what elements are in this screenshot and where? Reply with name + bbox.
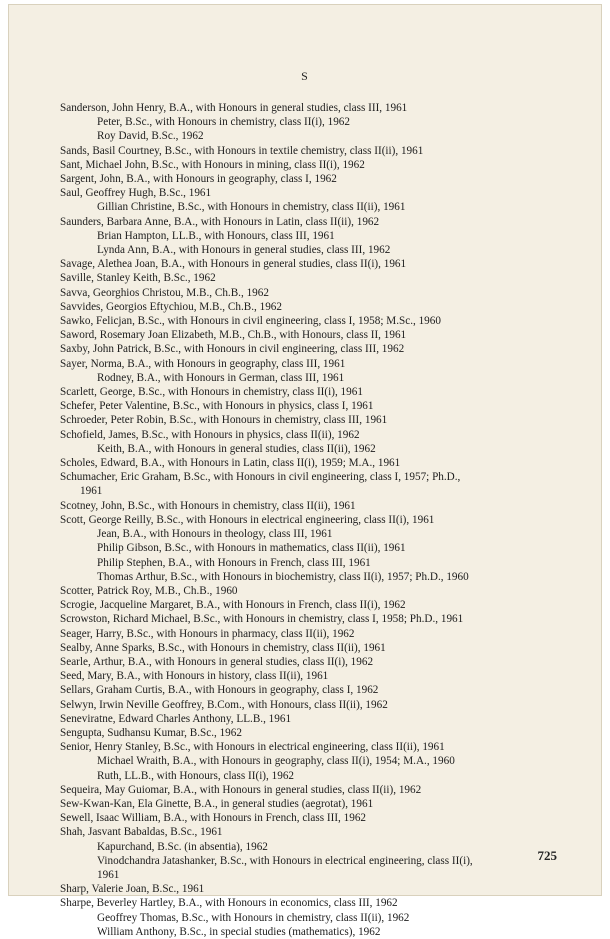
list-item: Sealby, Anne Sparks, B.Sc., with Honours in chemistry, class II(ii), 1961 bbox=[60, 641, 386, 654]
list-item: Jean, B.A., with Honours in theology, class III, 1961 bbox=[97, 528, 333, 541]
list-item: Schofield, James, B.Sc., with Honours in physics, class II(ii), 1962 bbox=[60, 428, 360, 441]
list-item: Sewell, Isaac William, B.A., with Honours in French, class III, 1962 bbox=[60, 812, 367, 825]
list-item: Sellars, Graham Curtis, B.A., with Honours in geography, class I, 1962 bbox=[60, 684, 379, 697]
list-item: William Anthony, B.Sc., in special studies (mathematics), 1962 bbox=[97, 925, 381, 938]
list-item: Saxby, John Patrick, B.Sc., with Honours in civil engineering, class III, 1962 bbox=[60, 343, 405, 356]
list-item: Savvides, Georgios Eftychiou, M.B., Ch.B., 1962 bbox=[60, 300, 282, 313]
list-item: Philip Gibson, B.Sc., with Honours in mathematics, class II(ii), 1961 bbox=[97, 542, 406, 555]
list-item: Kapurchand, B.Sc. (in absentia), 1962 bbox=[97, 840, 268, 853]
list-item: Sargent, John, B.A., with Honours in geography, class I, 1962 bbox=[60, 173, 337, 186]
list-item: Geoffrey Thomas, B.Sc., with Honours in chemistry, class II(ii), 1962 bbox=[97, 911, 410, 924]
list-item: Sands, Basil Courtney, B.Sc., with Honours in textile chemistry, class II(ii), 1961 bbox=[60, 144, 424, 157]
list-item: Scotney, John, B.Sc., with Honours in chemistry, class II(ii), 1961 bbox=[60, 499, 356, 512]
list-item: Shah, Jasvant Babaldas, B.Sc., 1961 bbox=[60, 826, 223, 839]
list-item: Sequeira, May Guiomar, B.A., with Honours in general studies, class II(ii), 1962 bbox=[60, 783, 422, 796]
list-item: Sharp, Valerie Joan, B.Sc., 1961 bbox=[60, 883, 205, 896]
page-number: 725 bbox=[537, 848, 557, 863]
list-item: Sayer, Norma, B.A., with Honours in geography, class III, 1961 bbox=[60, 357, 346, 370]
list-item: Scarlett, George, B.Sc., with Honours in chemistry, class II(i), 1961 bbox=[60, 386, 363, 399]
list-item: Vinodchandra Jatashanker, B.Sc., with Honours in electrical engineering, class II(i), bbox=[97, 854, 473, 867]
list-item: Sharpe, Beverley Hartley, B.A., with Honours in economics, class III, 1962 bbox=[60, 897, 398, 910]
list-item: Philip Stephen, B.A., with Honours in French, class III, 1961 bbox=[97, 556, 371, 569]
list-item: Sawko, Felicjan, B.Sc., with Honours in civil engineering, class I, 1958; M.Sc., 1960 bbox=[60, 315, 441, 328]
list-item: Seager, Harry, B.Sc., with Honours in pharmacy, class II(ii), 1962 bbox=[60, 627, 355, 640]
document-page bbox=[8, 4, 602, 938]
list-item: Scholes, Edward, B.A., with Honours in Latin, class II(i), 1959; M.A., 1961 bbox=[60, 457, 401, 470]
list-item: Michael Wraith, B.A., with Honours in geography, class II(i), 1954; M.A., 1960 bbox=[97, 755, 455, 768]
list-item: Ruth, LL.B., with Honours, class II(i), 1962 bbox=[97, 769, 295, 782]
list-item: Saword, Rosemary Joan Elizabeth, M.B., Ch.B., with Honours, class II, 1961 bbox=[60, 329, 407, 342]
list-item: Thomas Arthur, B.Sc., with Honours in biochemistry, class II(i), 1957; Ph.D., 1960 bbox=[97, 570, 469, 583]
list-item: Schumacher, Eric Graham, B.Sc., with Honours in civil engineering, class I, 1957; Ph.D., bbox=[60, 471, 461, 484]
list-item: Schroeder, Peter Robin, B.Sc., with Honours in chemistry, class III, 1961 bbox=[60, 414, 388, 427]
list-item: Saul, Geoffrey Hugh, B.Sc., 1961 bbox=[60, 187, 212, 200]
list-item: Senior, Henry Stanley, B.Sc., with Honours in electrical engineering, class II(ii), 1961 bbox=[60, 741, 445, 754]
list-item: Scott, George Reilly, B.Sc., with Honours in electrical engineering, class II(i), 1961 bbox=[60, 513, 435, 526]
list-item: Sengupta, Sudhansu Kumar, B.Sc., 1962 bbox=[60, 726, 242, 739]
list-item: Selwyn, Irwin Neville Geoffrey, B.Com., with Honours, class II(ii), 1962 bbox=[60, 698, 388, 711]
list-item: Scrowston, Richard Michael, B.Sc., with Honours in chemistry, class I, 1958; Ph.D., 1961 bbox=[60, 613, 464, 626]
list-item: Roy David, B.Sc., 1962 bbox=[97, 130, 204, 143]
list-item: Saunders, Barbara Anne, B.A., with Honours in Latin, class II(ii), 1962 bbox=[60, 215, 380, 228]
list-item: Lynda Ann, B.A., with Honours in general studies, class III, 1962 bbox=[97, 244, 391, 257]
list-item: Savva, Georghios Christou, M.B., Ch.B., 1962 bbox=[60, 286, 269, 299]
list-item: Sant, Michael John, B.Sc., with Honours in mining, class II(i), 1962 bbox=[60, 158, 365, 171]
list-item: Scotter, Patrick Roy, M.B., Ch.B., 1960 bbox=[60, 584, 238, 597]
list-item: Scrogie, Jacqueline Margaret, B.A., with Honours in French, class II(i), 1962 bbox=[60, 599, 406, 612]
list-item: Seneviratne, Edward Charles Anthony, LL.B., 1961 bbox=[60, 712, 292, 725]
list-item: Schefer, Peter Valentine, B.Sc., with Honours in physics, class I, 1961 bbox=[60, 400, 374, 413]
list-item: Seed, Mary, B.A., with Honours in history, class II(ii), 1961 bbox=[60, 670, 329, 683]
list-item: Sew-Kwan-Kan, Ela Ginette, B.A., in general studies (aegrotat), 1961 bbox=[60, 797, 374, 810]
list-item: Savage, Alethea Joan, B.A., with Honours in general studies, class II(i), 1961 bbox=[60, 258, 407, 271]
list-item: 1961 bbox=[97, 868, 120, 881]
section-letter: S bbox=[301, 69, 309, 83]
list-item: Gillian Christine, B.Sc., with Honours in chemistry, class II(ii), 1961 bbox=[97, 201, 406, 214]
list-item: 1961 bbox=[80, 485, 103, 498]
list-item: Peter, B.Sc., with Honours in chemistry, class II(i), 1962 bbox=[97, 116, 350, 129]
list-item: Rodney, B.A., with Honours in German, class III, 1961 bbox=[97, 371, 345, 384]
list-item: Sanderson, John Henry, B.A., with Honours in general studies, class III, 1961 bbox=[60, 102, 408, 114]
list-item: Searle, Arthur, B.A., with Honours in general studies, class II(i), 1962 bbox=[60, 655, 374, 668]
graduate-list bbox=[60, 101, 560, 939]
list-item: Brian Hampton, LL.B., with Honours, class III, 1961 bbox=[97, 229, 335, 242]
list-item: Saville, Stanley Keith, B.Sc., 1962 bbox=[60, 272, 216, 285]
list-item: Keith, B.A., with Honours in general studies, class II(ii), 1962 bbox=[97, 442, 376, 455]
